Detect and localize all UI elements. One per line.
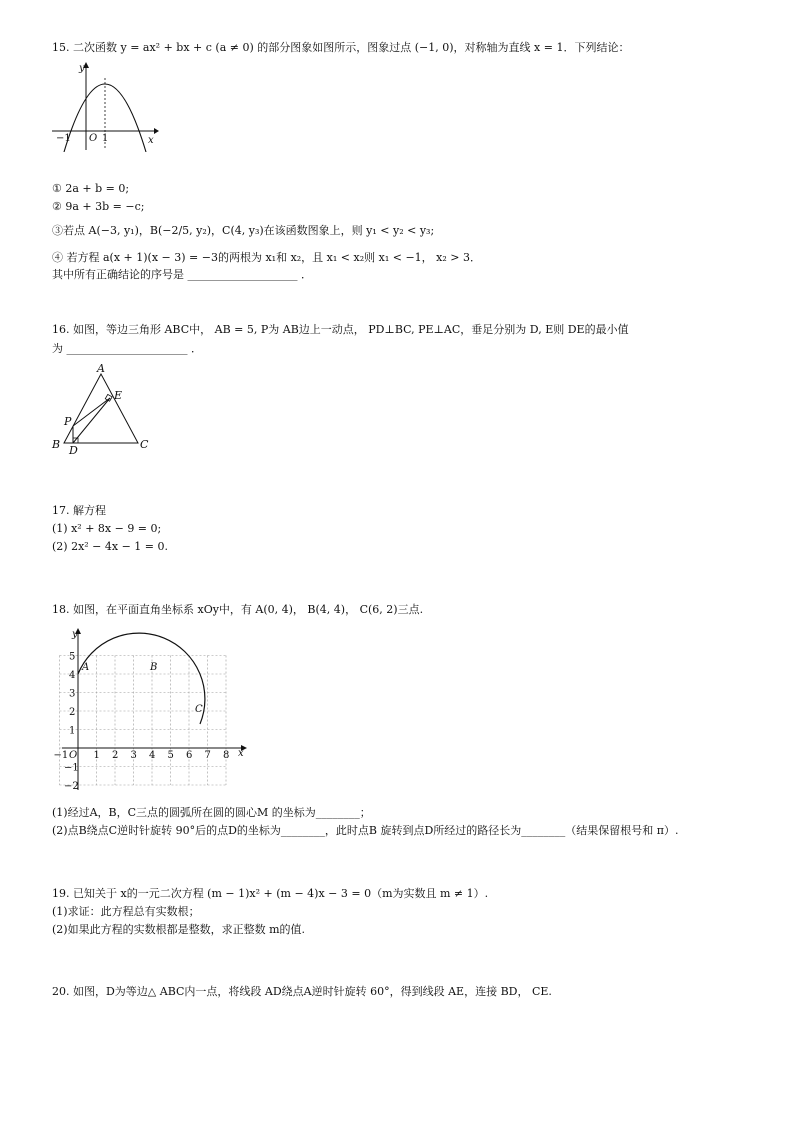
q17-part-2: (2) 2x² − 4x − 1 = 0. — [52, 540, 169, 553]
point-b-label: B — [150, 662, 158, 673]
segment-de — [73, 398, 110, 443]
q15-title: 15. 二次函数 y = ax² + bx + c (a ≠ 0) 的部分图象如图所示，图象过点 (−1, 0)，对称轴为直线 x = 1．下列结论： — [52, 41, 630, 54]
y-tick-label: 3 — [69, 688, 76, 700]
x-tick-label: 6 — [186, 750, 193, 761]
x-tick-label: 5 — [167, 750, 174, 761]
q20-title: 20. 如图，D为等边△ ABC内一点，将线段 AD绕点A逆时针旋转 60°，得到线段 AE，连接 BD， CE. — [52, 985, 552, 998]
q19-part-1: (1)求证：此方程总有实数根； — [52, 905, 200, 918]
origin-label: O — [89, 133, 98, 144]
y-tick-label: −1 — [64, 762, 79, 774]
origin-label: O — [69, 750, 78, 761]
y-tick-label: 1 — [69, 725, 76, 737]
q18-part-1: (1)经过A，B，C三点的圆弧所在圆的圆心M 的坐标为________； — [52, 806, 371, 819]
q16-triangle-figure — [48, 362, 158, 456]
y-tick-labels — [64, 652, 79, 793]
q19-title: 19. 已知关于 x的一元二次方程 (m − 1)x² + (m − 4)x − 3 = 0（m为实数且 m ≠ 1）. — [52, 887, 489, 900]
point-c-label: C — [195, 704, 203, 715]
q15-answer-prompt: 其中所有正确结论的序号是 ____________________ ． — [52, 268, 312, 281]
q15-conclusion-2: ② 9a + 3b = −c; — [52, 200, 145, 213]
y-tick-label: 4 — [69, 670, 76, 681]
q18-title: 18. 如图，在平面直角坐标系 xOy中，有 A(0, 4)， B(4, 4)， C(6, 2)三点. — [52, 603, 424, 616]
label-e: E — [114, 389, 123, 402]
label-d: D — [69, 444, 78, 456]
x-tick-label: 4 — [149, 750, 156, 761]
x-tick-label: 7 — [204, 750, 211, 761]
x-tick-label: −1 — [53, 750, 69, 761]
y-tick-label: −2 — [64, 781, 79, 792]
label-b: B — [52, 438, 61, 451]
x-axis-arrow-icon — [154, 128, 159, 134]
x-tick-label: 1 — [93, 750, 100, 761]
q18-part-2: (2)点B绕点C逆时针旋转 90°后的点D的坐标为________，此时点B 旋转到点D所经过的路径长为________（结果保留根号和 π）. — [52, 824, 679, 837]
q16-line-1: 16. 如图，等边三角形 ABC中， AB = 5, P为 AB边上一动点， PD⊥BC, PE⊥AC，垂足分别为 D, E则 DE的最小值 — [52, 323, 629, 336]
x-tick-label: 3 — [130, 750, 137, 761]
label-a: A — [97, 362, 105, 375]
x-tick-labels — [54, 750, 230, 761]
y-tick-label: 5 — [69, 651, 76, 663]
arc-abc — [78, 633, 205, 724]
x-tick-label: 8 — [223, 750, 230, 761]
neg-one-label: −1 — [56, 133, 71, 144]
y-label: y — [79, 63, 85, 74]
q16-line-2: 为 ______________________ ． — [52, 342, 202, 355]
x-tick-label: 2 — [112, 750, 119, 761]
x-label: x — [238, 748, 244, 759]
label-p: P — [64, 415, 72, 428]
one-label: 1 — [102, 133, 109, 144]
x-label: x — [148, 135, 154, 146]
q15-conclusion-4: ④ 若方程 a(x + 1)(x − 3) = −3的两根为 x₁和 x₂，且 x₁ < x₂则 x₁ < −1， x₂ > 3． — [52, 251, 481, 264]
y-tick-label: 2 — [69, 707, 76, 718]
q15-parabola-figure — [50, 60, 162, 152]
q15-conclusion-1: ① 2a + b = 0; — [52, 182, 130, 195]
q19-part-2: (2)如果此方程的实数根都是整数，求正整数 m的值. — [52, 923, 306, 936]
q17-part-1: (1) x² + 8x − 9 = 0; — [52, 522, 162, 535]
point-a-label: A — [82, 662, 90, 673]
q15-conclusion-3: ③若点 A(−3, y₁)，B(−2/5, y₂)，C(4, y₃)在该函数图象上，则 y₁ < y₂ < y₃; — [52, 224, 435, 237]
segment-pe — [73, 398, 110, 426]
label-c: C — [140, 438, 149, 451]
q18-coordinate-figure — [52, 625, 252, 795]
q17-title: 17. 解方程 — [52, 504, 106, 517]
y-label: y — [72, 629, 78, 640]
